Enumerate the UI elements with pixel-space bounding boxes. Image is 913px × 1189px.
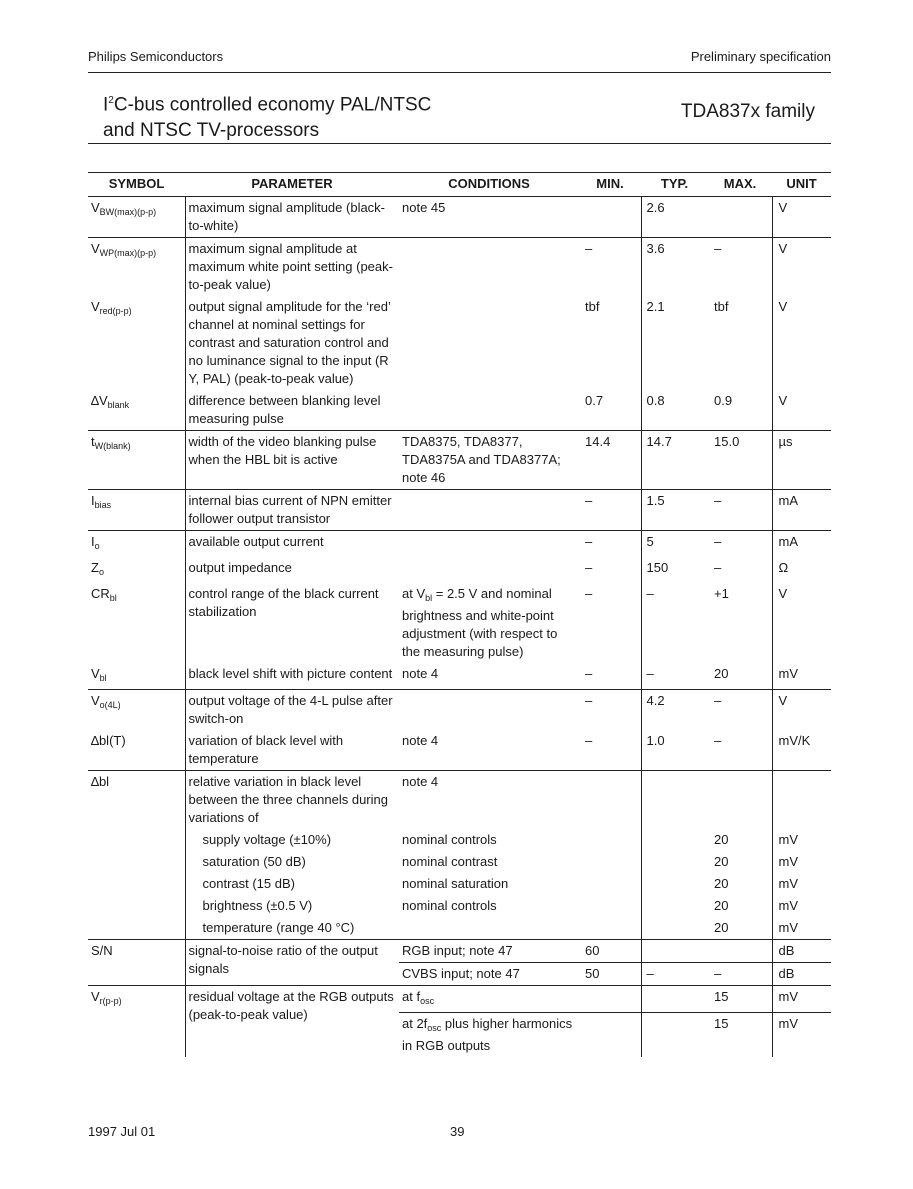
min-cell	[579, 873, 641, 895]
document-title	[103, 88, 431, 144]
unit-cell: mV	[772, 851, 831, 873]
header-unit: UNIT	[772, 173, 831, 197]
typ-cell: 14.7	[641, 431, 708, 490]
conditions-cell: TDA8375, TDA8377, TDA8375A and TDA8377A; note 46	[399, 431, 579, 490]
typ-cell: 2.6	[641, 197, 708, 238]
max-cell: +1	[714, 586, 729, 601]
max-cell: 0.9	[714, 393, 733, 408]
conditions-cell: nominal saturation	[402, 876, 509, 891]
min-cell: –	[579, 531, 641, 558]
min-cell	[579, 895, 641, 917]
conditions-cell: nominal controls	[402, 898, 497, 913]
min-cell: 14.4	[579, 431, 641, 490]
min-cell	[579, 829, 641, 851]
table-row	[88, 238, 831, 297]
typ-cell: –	[641, 583, 708, 663]
symbol-text: I	[91, 534, 95, 549]
table-row	[88, 851, 831, 873]
min-cell	[579, 197, 641, 238]
typ-cell: 4.2	[641, 690, 708, 731]
cond-subscript: osc	[420, 996, 435, 1006]
max-cell: 20	[714, 832, 729, 847]
conditions-cell: CVBS input; note 47	[399, 963, 579, 986]
symbol-text: V	[91, 299, 100, 314]
table-row	[88, 917, 831, 940]
symbol-text: ∆bl	[91, 774, 110, 789]
parameter-cell: output signal amplitude for the ‘red’ channel at nominal settings for contrast and saturation control and no luminance signal to the input (R Y, PAL) (peak-to-peak value)	[185, 296, 399, 390]
typ-cell	[641, 771, 708, 830]
unit-cell: V	[772, 583, 831, 663]
unit-cell: V	[772, 690, 831, 731]
unit-cell: mV	[772, 873, 831, 895]
max-cell: –	[708, 238, 772, 297]
typ-cell: 1.5	[641, 490, 708, 531]
parameter-cell: signal-to-noise ratio of the output signals	[185, 940, 399, 986]
symbol-subscript: bl	[99, 673, 107, 683]
symbol-cell	[88, 895, 185, 917]
symbol-cell	[88, 197, 185, 238]
table-row	[88, 557, 831, 583]
parameter-cell: maximum signal amplitude (black-to-white)	[185, 197, 399, 238]
symbol-cell	[88, 296, 185, 390]
product-family: TDA837x family	[680, 101, 815, 122]
parameter-cell: output voltage of the 4-L pulse after switch-on	[185, 690, 399, 731]
max-cell: 20	[714, 876, 729, 891]
symbol-text: CR	[91, 586, 110, 601]
conditions-cell: nominal contrast	[402, 854, 498, 869]
typ-cell: –	[641, 963, 708, 986]
symbol-text: ∆bl(T)	[91, 733, 126, 748]
min-cell: –	[585, 586, 593, 601]
symbol-subscript: red(p-p)	[99, 306, 132, 316]
parameter-cell: supply voltage (±10%)	[185, 829, 399, 851]
conditions-cell	[399, 557, 579, 583]
max-cell: 20	[714, 666, 729, 681]
unit-cell: µs	[772, 431, 831, 490]
header-min: MIN.	[579, 173, 641, 197]
table-row	[88, 873, 831, 895]
typ-cell	[641, 940, 708, 963]
title-rule	[88, 143, 831, 144]
symbol-cell	[88, 557, 185, 583]
table-row	[88, 390, 831, 431]
parameter-cell: variation of black level with temperature	[185, 730, 399, 771]
table-row	[88, 690, 831, 731]
symbol-text: V	[91, 666, 100, 681]
conditions-cell	[399, 986, 579, 1013]
max-cell: –	[714, 560, 722, 575]
symbol-subscript: o(4L)	[99, 700, 121, 710]
unit-cell: mA	[772, 490, 831, 531]
symbol-subscript: WP(max)(p-p)	[99, 248, 157, 258]
cond-text: at V	[402, 586, 426, 601]
header-symbol: SYMBOL	[88, 173, 185, 197]
parameter-cell: relative variation in black level between the three channels during variations of	[185, 771, 399, 830]
max-cell: –	[708, 490, 772, 531]
typ-cell	[641, 986, 708, 1013]
symbol-text: S/N	[91, 943, 113, 958]
table-header-row	[88, 173, 831, 197]
parameter-cell: control range of the black current stabilization	[185, 583, 399, 663]
conditions-cell	[399, 238, 579, 297]
parameter-cell: residual voltage at the RGB outputs (peak-to-peak value)	[185, 986, 399, 1058]
cond-text: at 2f	[402, 1016, 428, 1031]
typ-cell	[641, 851, 708, 873]
symbol-text: ∆V	[91, 393, 108, 408]
table-row	[88, 895, 831, 917]
unit-cell: mV	[772, 917, 831, 940]
cond-subscript: bl	[425, 593, 433, 603]
unit-cell: V	[772, 238, 831, 297]
symbol-cell	[88, 390, 185, 431]
parameter-cell: contrast (15 dB)	[185, 873, 399, 895]
typ-cell: 0.8	[641, 390, 708, 431]
min-cell: tbf	[585, 299, 600, 314]
title-superscript: 2	[108, 95, 114, 106]
unit-cell: V	[772, 296, 831, 390]
symbol-subscript: r(p-p)	[99, 996, 122, 1006]
max-cell: –	[708, 963, 772, 986]
title-line1: C-bus controlled economy PAL/NTSC	[113, 94, 432, 116]
min-cell: –	[579, 490, 641, 531]
conditions-cell	[399, 1013, 579, 1058]
min-cell	[579, 1013, 641, 1058]
symbol-subscript: blank	[107, 400, 130, 410]
typ-cell: 2.1	[641, 296, 708, 390]
symbol-text: V	[91, 241, 100, 256]
symbol-cell	[88, 690, 185, 731]
unit-cell: mV	[772, 829, 831, 851]
title-line2: and NTSC TV-processors	[103, 120, 320, 142]
symbol-text: Z	[91, 560, 99, 575]
max-cell: 15	[708, 986, 772, 1013]
symbol-cell	[88, 431, 185, 490]
min-cell: –	[585, 560, 593, 575]
min-cell: –	[579, 238, 641, 297]
conditions-cell: nominal controls	[402, 832, 497, 847]
table-row	[88, 531, 831, 558]
page-number: 39	[450, 1124, 465, 1139]
typ-cell: 150	[641, 557, 708, 583]
symbol-cell	[88, 829, 185, 851]
parameter-cell: black level shift with picture content	[185, 663, 399, 690]
conditions-cell	[399, 917, 579, 940]
max-cell	[708, 197, 772, 238]
header-conditions: CONDITIONS	[399, 173, 579, 197]
cond-text: = 2.5 V and nominal brightness and white-point adjustment (with respect to the measuring pulse)	[402, 586, 558, 659]
header-max: MAX.	[708, 173, 772, 197]
table-row	[88, 431, 831, 490]
parameter-cell: width of the video blanking pulse when the HBL bit is active	[185, 431, 399, 490]
conditions-cell	[399, 296, 579, 390]
parameter-cell: brightness (±0.5 V)	[185, 895, 399, 917]
unit-cell: Ω	[772, 557, 831, 583]
unit-cell: dB	[772, 940, 831, 963]
symbol-subscript: W(blank)	[94, 441, 131, 451]
min-cell	[579, 851, 641, 873]
symbol-subscript: o	[98, 567, 104, 577]
typ-cell	[641, 829, 708, 851]
parameter-cell: saturation (50 dB)	[185, 851, 399, 873]
cond-subscript: osc	[427, 1023, 442, 1033]
min-cell: 50	[579, 963, 641, 986]
typ-cell: 5	[641, 531, 708, 558]
conditions-cell: note 4	[402, 733, 439, 748]
symbol-subscript: bias	[94, 500, 112, 510]
symbol-cell	[88, 238, 185, 297]
max-cell: 15	[708, 1013, 772, 1058]
company-name: Philips Semiconductors	[88, 49, 224, 64]
header-typ: TYP.	[641, 173, 708, 197]
typ-cell: 1.0	[641, 730, 708, 771]
title-prefix: I	[103, 94, 109, 116]
table-row	[88, 771, 831, 830]
conditions-cell	[399, 531, 579, 558]
symbol-text: V	[91, 693, 100, 708]
min-cell: 0.7	[585, 393, 604, 408]
unit-cell: V	[772, 197, 831, 238]
parameter-cell: output impedance	[185, 557, 399, 583]
unit-cell	[772, 771, 831, 830]
typ-cell: –	[641, 663, 708, 690]
max-cell: 20	[714, 920, 729, 935]
max-cell: 15.0	[708, 431, 772, 490]
table-row	[88, 583, 831, 663]
min-cell: –	[579, 690, 641, 731]
symbol-subscript: bl	[109, 593, 117, 603]
parameter-cell: available output current	[185, 531, 399, 558]
document-status: Preliminary specification	[690, 49, 831, 64]
symbol-cell	[88, 851, 185, 873]
min-cell	[579, 771, 641, 830]
header-rule	[88, 72, 831, 73]
cond-text: at f	[402, 989, 421, 1004]
unit-cell: mV/K	[772, 730, 831, 771]
min-cell: 60	[579, 940, 641, 963]
symbol-subscript: BW(max)(p-p)	[99, 207, 157, 217]
unit-cell: V	[772, 390, 831, 431]
max-cell: 20	[714, 898, 729, 913]
conditions-cell: note 45	[399, 197, 579, 238]
conditions-cell: note 4	[399, 771, 579, 830]
conditions-cell	[399, 690, 579, 731]
symbol-cell	[88, 917, 185, 940]
symbol-cell	[88, 940, 185, 986]
max-cell	[708, 940, 772, 963]
parameter-cell: internal bias current of NPN emitter follower output transistor	[185, 490, 399, 531]
symbol-cell	[88, 873, 185, 895]
max-cell: –	[714, 733, 722, 748]
symbol-cell	[88, 663, 185, 690]
min-cell: –	[585, 666, 593, 681]
symbol-cell	[88, 583, 185, 663]
table-row	[88, 296, 831, 390]
unit-cell: mV	[772, 1013, 831, 1058]
max-cell	[708, 771, 772, 830]
min-cell	[579, 917, 641, 940]
table-row	[88, 197, 831, 238]
symbol-cell	[88, 771, 185, 830]
max-cell: –	[708, 531, 772, 558]
max-cell: tbf	[714, 299, 729, 314]
typ-cell	[641, 1013, 708, 1058]
symbol-text: I	[91, 493, 95, 508]
conditions-cell: note 4	[402, 666, 439, 681]
parameter-cell: maximum signal amplitude at maximum white point setting (peak-to-peak value)	[185, 238, 399, 297]
min-cell: –	[585, 733, 593, 748]
symbol-text: V	[91, 989, 100, 1004]
unit-cell: mV	[772, 986, 831, 1013]
min-cell	[579, 986, 641, 1013]
header-parameter: PARAMETER	[185, 173, 399, 197]
conditions-cell	[399, 490, 579, 531]
typ-cell	[641, 917, 708, 940]
table-row	[88, 940, 831, 963]
parameter-cell: temperature (range 40 °C)	[185, 917, 399, 940]
max-cell: 20	[714, 854, 729, 869]
typ-cell	[641, 873, 708, 895]
unit-cell: mV	[772, 895, 831, 917]
symbol-subscript: o	[94, 541, 100, 551]
conditions-cell	[399, 583, 579, 663]
cond-text: plus higher harmonics in RGB outputs	[402, 1016, 573, 1053]
typ-cell	[641, 895, 708, 917]
max-cell: –	[708, 690, 772, 731]
table-row	[88, 663, 831, 690]
unit-cell: mV	[772, 663, 831, 690]
unit-cell: dB	[772, 963, 831, 986]
symbol-cell	[88, 730, 185, 771]
symbol-text: V	[91, 200, 100, 215]
parameter-cell: difference between blanking level measuring pulse	[185, 390, 399, 431]
symbol-cell	[88, 531, 185, 558]
table-row	[88, 829, 831, 851]
table-row	[88, 490, 831, 531]
unit-cell: mA	[772, 531, 831, 558]
typ-cell: 3.6	[641, 238, 708, 297]
symbol-cell	[88, 986, 185, 1058]
symbol-text: t	[91, 434, 95, 449]
table-row	[88, 986, 831, 1013]
characteristics-table	[88, 172, 831, 1057]
conditions-cell: RGB input; note 47	[399, 940, 579, 963]
symbol-cell	[88, 490, 185, 531]
conditions-cell	[399, 390, 579, 431]
footer-date: 1997 Jul 01	[88, 1124, 156, 1139]
table-row	[88, 730, 831, 771]
